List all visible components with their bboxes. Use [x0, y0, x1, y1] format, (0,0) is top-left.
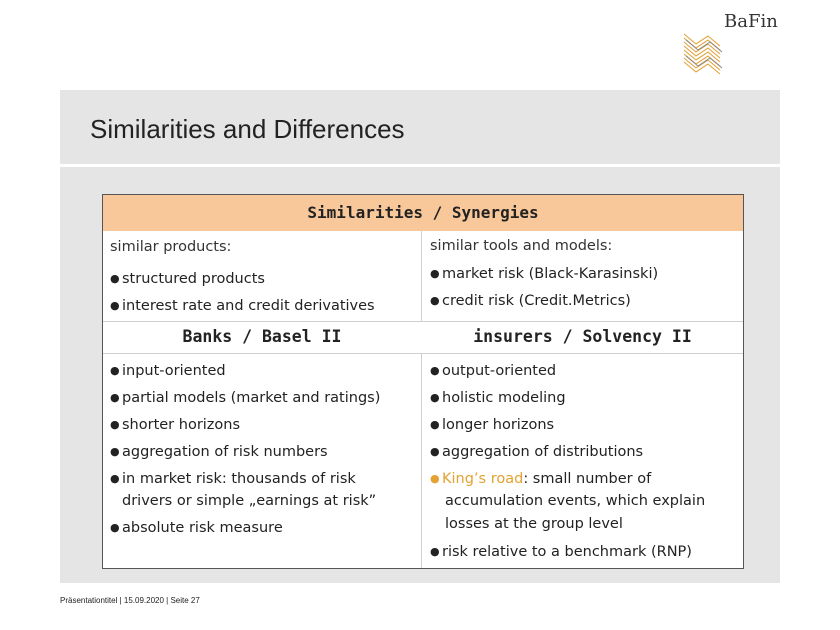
list-item: ● King’s road: small number of: [430, 471, 652, 487]
similarities-header: Similarities / Synergies: [103, 195, 743, 231]
list-item: ● aggregation of risk numbers: [110, 444, 328, 460]
list-item: ● absolute risk measure: [110, 520, 283, 536]
similar-tools-label: similar tools and models:: [430, 238, 613, 254]
page-title: Similarities and Differences: [90, 114, 405, 144]
list-item: ● holistic modeling: [430, 390, 566, 406]
banks-header: Banks / Basel II: [103, 322, 421, 352]
list-item: ● aggregation of distributions: [430, 444, 644, 460]
comparison-table: [102, 194, 744, 569]
divider: [60, 165, 780, 166]
title-band: [60, 90, 780, 164]
list-item: ● market risk (Black-Karasinski): [430, 266, 659, 282]
logo-text: BaFin: [724, 11, 778, 32]
list-item: ● partial models (market and ratings): [110, 390, 381, 406]
list-item: ● input-oriented: [110, 363, 226, 379]
list-item-continuation: losses at the group level: [445, 516, 623, 532]
list-item: ● in market risk: thousands of risk: [110, 471, 356, 487]
list-item-continuation: drivers or simple „earnings at risk”: [122, 493, 377, 509]
column-divider: [421, 353, 422, 568]
list-item: ● shorter horizons: [110, 417, 241, 433]
list-item-continuation: accumulation events, which explain: [445, 493, 706, 509]
list-item: ● interest rate and credit derivatives: [110, 298, 375, 314]
list-item: ● output-oriented: [430, 363, 557, 379]
list-item: ● risk relative to a benchmark (RNP): [430, 544, 692, 560]
kings-road-highlight: King’s road: [442, 471, 524, 487]
similar-products-label: similar products:: [110, 239, 232, 255]
list-item: ● credit risk (Credit.Metrics): [430, 293, 631, 309]
list-item: ● longer horizons: [430, 417, 555, 433]
list-item: ● structured products: [110, 271, 265, 287]
row-divider: [103, 353, 743, 354]
column-divider: [421, 231, 422, 321]
footer-text: Präsentationtitel | 15.09.2020 | Seite 27: [60, 596, 200, 605]
insurers-header: insurers / Solvency II: [422, 322, 743, 352]
